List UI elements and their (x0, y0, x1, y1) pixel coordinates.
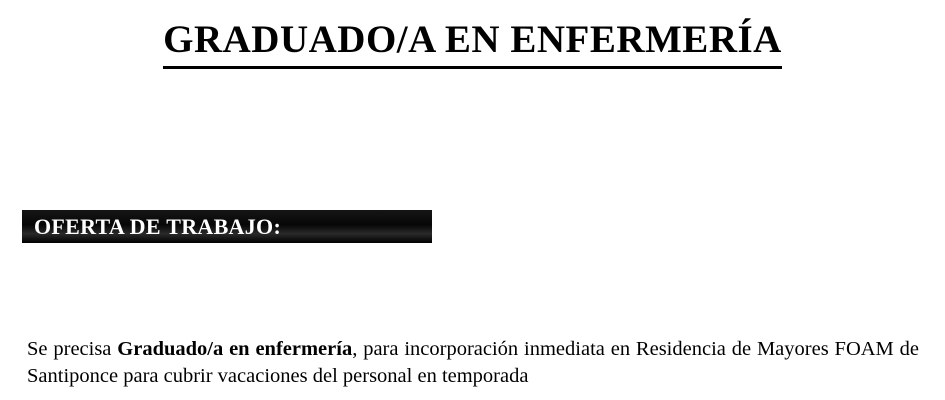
body-text-bold: Graduado/a en enfermería (117, 338, 353, 360)
body-text-start: Se precisa (27, 338, 118, 360)
page-title-text: GRADUADO/A EN ENFERMERÍA (163, 18, 782, 69)
section-heading-text: OFERTA DE TRABAJO: (34, 213, 282, 239)
page-title (0, 18, 945, 69)
body-paragraph-line (27, 336, 919, 390)
body-text-rest: , para incorporación inmediata en Residencia de Mayores FOAM de Santiponce para cubrir vacaciones del personal en temporada (27, 338, 919, 387)
section-heading-banner (22, 210, 432, 243)
body-paragraph (27, 336, 919, 390)
